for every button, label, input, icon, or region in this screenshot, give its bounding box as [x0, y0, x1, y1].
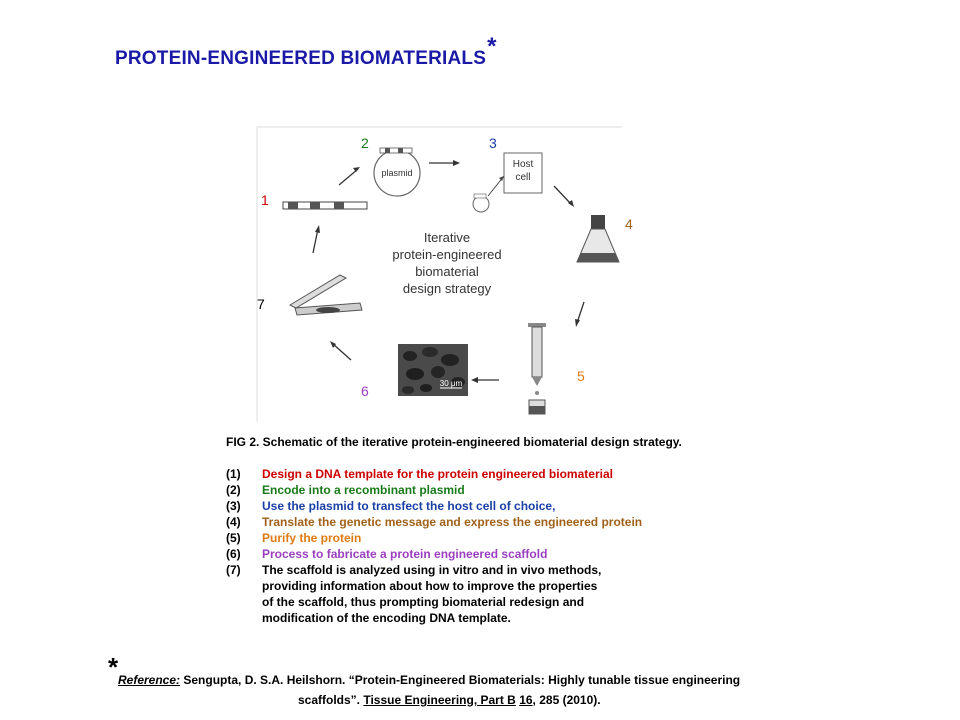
- scaffold-micrograph: [398, 344, 468, 396]
- plasmid-icon: [374, 148, 420, 196]
- reference-article-title: “Protein-Engineered Biomaterials: Highly tunable tissue engineering: [348, 673, 741, 687]
- step-list: [226, 466, 643, 626]
- step-num: (4): [226, 515, 241, 529]
- step-num: (3): [226, 499, 241, 513]
- figure-caption: FIG 2. Schematic of the iterative protein-engineered biomaterial design strategy.: [226, 435, 682, 449]
- list-item-step7: [226, 562, 601, 626]
- list-item: [226, 530, 601, 546]
- list-item: [226, 514, 643, 530]
- center-caption: [392, 230, 501, 296]
- list-item: [226, 482, 601, 498]
- step-text: Use the plasmid to transfect the host cell of choice,: [262, 499, 556, 513]
- title-asterisk: *: [487, 33, 497, 60]
- reference-volume: 16: [519, 693, 533, 707]
- step-number-7: 7: [257, 296, 265, 312]
- reference-journal: Tissue Engineering, Part B: [363, 693, 516, 707]
- step7-line: providing information about how to improve the properties: [262, 579, 598, 593]
- reference-asterisk: *: [108, 652, 119, 682]
- center-text-line2: protein-engineered: [392, 247, 502, 262]
- step-num: (7): [226, 563, 241, 577]
- step-text: Process to fabricate a protein engineered scaffold: [262, 547, 548, 561]
- reference-label: Reference:: [118, 673, 181, 687]
- reference-line-2: [298, 693, 601, 707]
- step-number-4: 4: [625, 216, 633, 232]
- title-text: PROTEIN-ENGINEERED BIOMATERIALS: [115, 48, 487, 69]
- step7-line: of the scaffold, thus prompting biomaterial redesign and: [262, 595, 585, 609]
- strategy-figure: [250, 120, 650, 430]
- dna-template-icon: [283, 202, 367, 209]
- step-num: (5): [226, 531, 241, 545]
- host-cell-label-line2: cell: [515, 172, 531, 183]
- center-text-line3: biomaterial: [415, 264, 479, 279]
- plasmid-label: plasmid: [381, 168, 413, 178]
- list-item: [226, 546, 601, 562]
- analysis-dish-icon: [290, 275, 362, 315]
- culture-flask-icon: [577, 215, 619, 262]
- reference-article-title-cont: scaffolds”.: [298, 693, 364, 707]
- step-num: (2): [226, 483, 241, 497]
- step-number-1: 1: [261, 192, 269, 208]
- host-cell-icon: [473, 153, 542, 212]
- step-text: Purify the protein: [262, 531, 362, 545]
- step-text: Design a DNA template for the protein engineered biomaterial: [262, 467, 613, 481]
- scale-bar-label: 30 μm: [439, 379, 463, 388]
- center-text-line1: Iterative: [423, 230, 471, 245]
- page-title: [115, 33, 497, 71]
- purification-column-icon: [528, 323, 546, 414]
- step-number-2: 2: [361, 135, 369, 151]
- step-number-5: 5: [577, 368, 585, 384]
- step-text: Translate the genetic message and express the engineered protein: [262, 515, 643, 529]
- step-number-6: 6: [361, 383, 369, 399]
- center-text-line4: design strategy: [402, 281, 492, 296]
- step7-line: The scaffold is analyzed using in vitro and in vivo methods,: [262, 563, 602, 577]
- step-text: Encode into a recombinant plasmid: [262, 483, 465, 497]
- list-item: [226, 498, 601, 514]
- step-num: (6): [226, 547, 241, 561]
- step-number-3: 3: [489, 135, 497, 151]
- host-cell-label-line1: Host: [512, 159, 534, 170]
- reference-pages: , 285 (2010).: [532, 693, 601, 707]
- step7-line: modification of the encoding DNA template.: [262, 611, 511, 625]
- reference-authors: Sengupta, D. S.A. Heilshorn.: [180, 673, 349, 687]
- reference-line-1: [118, 673, 740, 687]
- list-item: [226, 466, 613, 482]
- strategy-diagram: [250, 120, 650, 430]
- step-num: (1): [226, 467, 241, 481]
